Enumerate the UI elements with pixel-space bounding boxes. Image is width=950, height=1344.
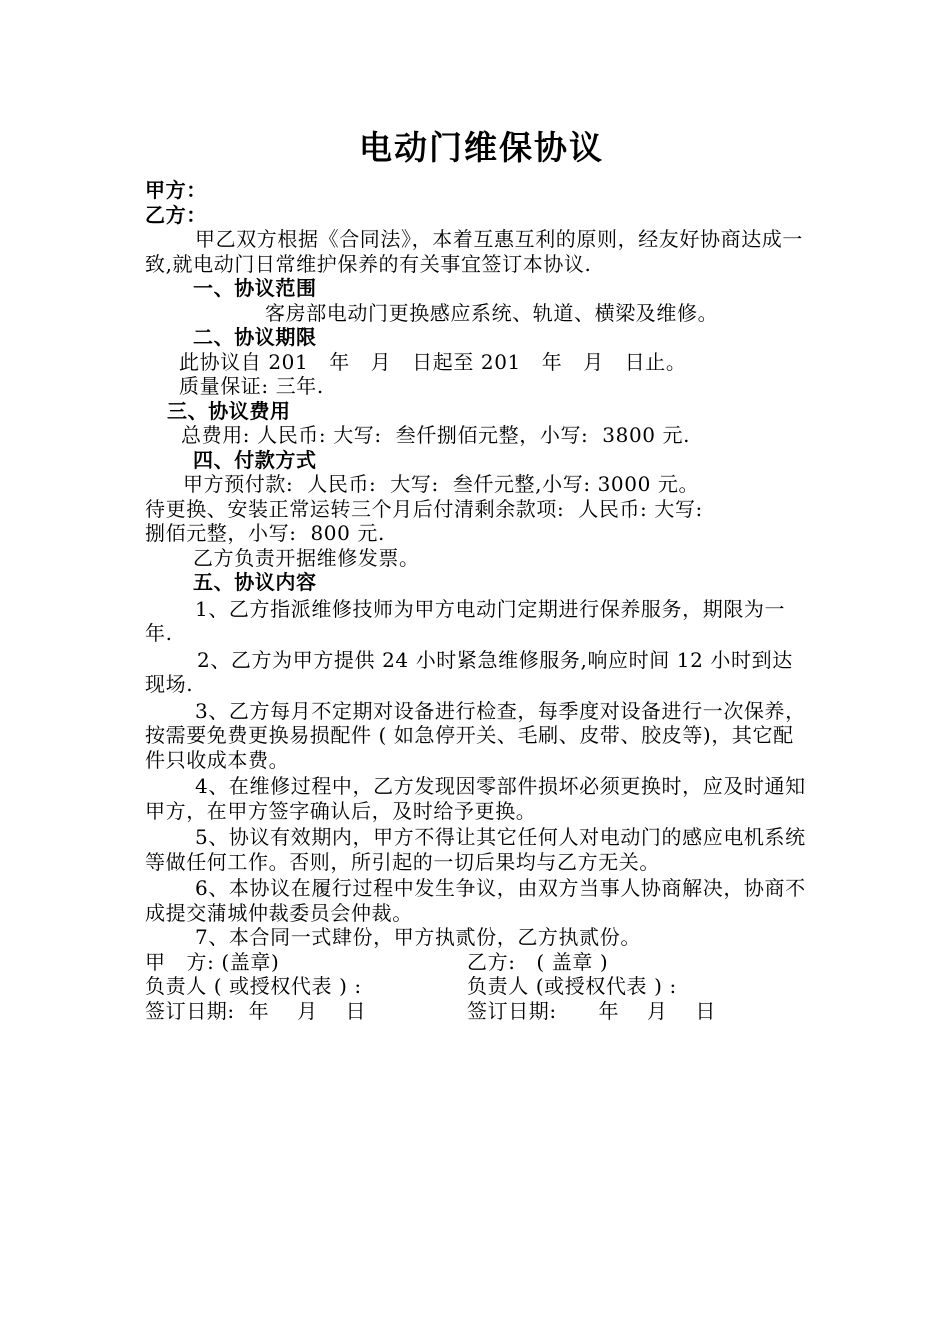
party-b-label: 乙方： — [145, 202, 207, 227]
section-payment-balance: 待更换、安装正常运转三个月后付清剩余款项: 人民币: 大写: — [145, 496, 703, 521]
section-payment-invoice: 乙方负责开据维修发票。 — [193, 545, 420, 570]
section-fee-heading: 三、协议费用 — [167, 398, 291, 423]
section-scope-text: 客房部电动门更换感应系统、轨道、横梁及维修。 — [265, 300, 719, 325]
content-item-7: 7、本合同一式肆份，甲方执贰份，乙方执贰份。 — [195, 925, 641, 949]
content-item-5: 5、协议有效期内，甲方不得让其它任何人对电动门的感应电机系统等做任何工作。否则，所引起的一切后果均与乙方无关。 — [145, 825, 806, 874]
section-content-heading: 五、协议内容 — [193, 570, 317, 594]
intro-paragraph: 甲乙双方根据《合同法》，本着互惠互利的原则，经友好协商达成一致,就电动门日常维护保养的有关事宜签订本协议. — [145, 227, 803, 276]
section-payment-prepay: 甲方预付款: 人民币: 大写: 叁仟元整,小写: 3000 元。 — [183, 472, 700, 496]
content-item-6: 6、本协议在履行过程中发生争议，由双方当事人协商解决，协商不成提交蒲城仲裁委员会仲裁。 — [145, 876, 806, 925]
signature-seal-row — [145, 950, 810, 975]
section-scope-heading: 一、协议范围 — [193, 276, 317, 300]
party-a-seal: 甲 方: (盖章) — [145, 949, 280, 974]
content-item-3: 3、乙方每月不定期对设备进行检查，每季度对设备进行一次保养，按需要免费更换易损配件 ( 如急停开关、毛刷、皮带、胶皮等)，其它配件只收成本费。 — [145, 698, 806, 772]
document-title: 电动门维保协议 — [359, 128, 604, 167]
section-term-warranty: 质量保证: 三年. — [179, 374, 324, 398]
section-payment-balance-amount: 捌佰元整，小写: 800 元. — [145, 521, 385, 545]
party-a-sign-date: 签订日期: 年 月 日 — [145, 998, 367, 1023]
party-a-label: 甲方： — [145, 178, 207, 202]
content-item-4: 4、在维修过程中，乙方发现因零部件损坏必须更换时，应及时通知甲方，在甲方签字确认后，及时给予更换。 — [145, 774, 806, 823]
content-item-2: 2、乙方为甲方提供 24 小时紧急维修服务,响应时间 12 小时到达现场. — [145, 647, 793, 696]
section-fee-text: 总费用: 人民币: 大写: 叁仟捌佰元整，小写: 3800 元. — [181, 423, 691, 447]
signature-rep-row — [145, 974, 810, 999]
section-payment-heading: 四、付款方式 — [193, 447, 317, 472]
party-b-seal: 乙方: ( 盖章 ) — [467, 949, 609, 974]
party-a-representative: 负责人 ( 或授权代表 ) : — [145, 974, 362, 998]
party-b-sign-date: 签订日期: 年 月 日 — [467, 998, 716, 1023]
section-term-heading: 二、协议期限 — [193, 325, 317, 349]
content-item-1: 1、乙方指派维修技师为甲方电动门定期进行保养服务，期限为一年. — [145, 596, 786, 645]
signature-date-row — [145, 999, 810, 1024]
party-b-representative: 负责人 (或授权代表 ) : — [467, 974, 677, 998]
agreement-document — [145, 120, 810, 1023]
section-term-period: 此协议自 201 年 月 日起至 201 年 月 日止。 — [179, 349, 687, 374]
